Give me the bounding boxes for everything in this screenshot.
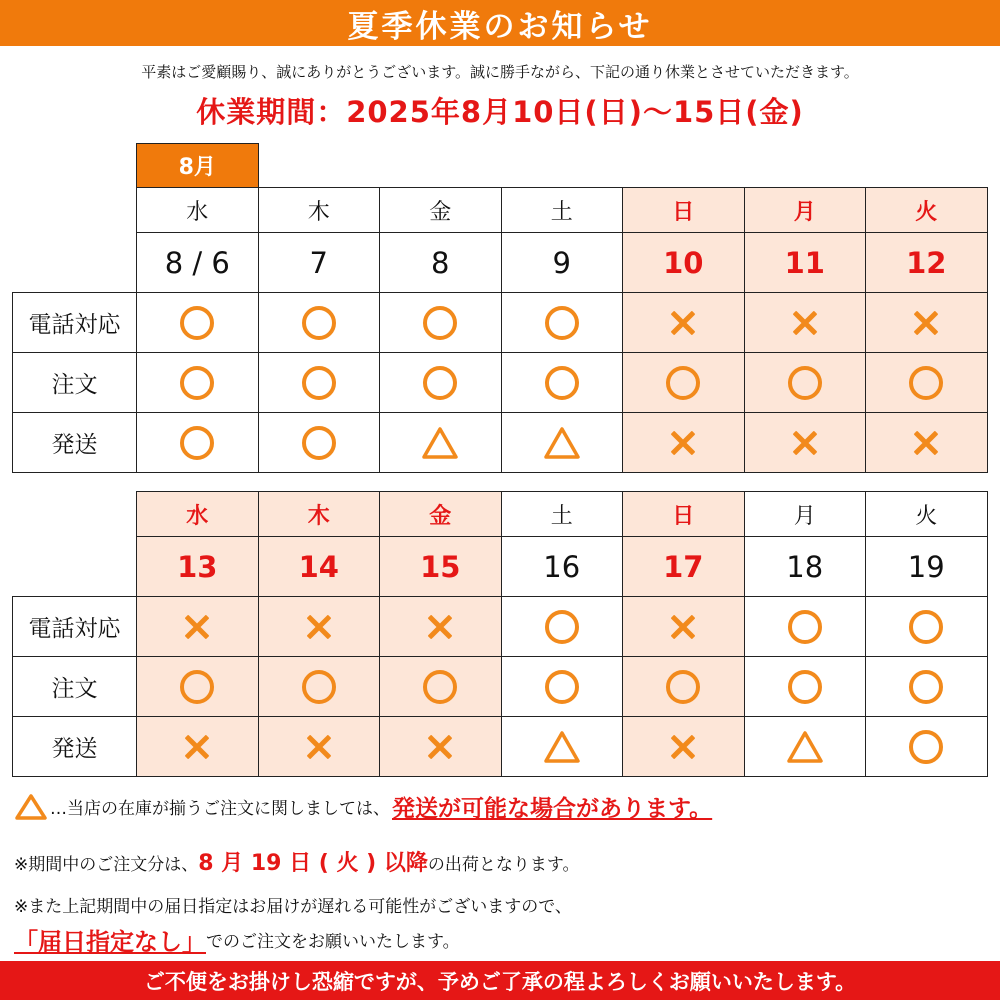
shipping-note xyxy=(14,846,580,877)
status-cell xyxy=(137,597,259,657)
date-cell: 12 xyxy=(866,233,988,293)
status-cell xyxy=(380,597,502,657)
greeting-text: 平素はご愛顧賜り、誠にありがとうございます。誠に勝手ながら、下記の通り休業とさせていただきます。 xyxy=(141,63,859,81)
schedule-table-week1 xyxy=(12,143,988,473)
triangle-mark-icon xyxy=(543,730,581,764)
no-date-emphasis: 「届日指定なし」 xyxy=(14,928,206,956)
date-cell: 11 xyxy=(744,233,866,293)
status-cell xyxy=(501,717,623,777)
status-cell xyxy=(623,413,745,473)
circle-mark-icon xyxy=(302,366,336,400)
footer-text: ご不便をお掛けし恐縮ですが、予めご了承の程よろしくお願いいたします。 xyxy=(143,969,857,994)
row-label: 注文 xyxy=(13,657,137,717)
weekday-cell: 月 xyxy=(744,492,866,537)
status-cell xyxy=(380,717,502,777)
circle-mark-icon xyxy=(666,366,700,400)
delivery-note: ※また上記期間中の届日指定はお届けが遅れる可能性がございますので、 xyxy=(14,897,572,917)
status-cell xyxy=(137,293,259,353)
cross-mark-icon xyxy=(909,306,943,340)
status-cell xyxy=(744,657,866,717)
status-cell xyxy=(623,717,745,777)
page-title: 夏季休業のお知らせ xyxy=(347,8,653,45)
triangle-mark-icon xyxy=(421,426,459,460)
order-row xyxy=(13,353,988,413)
triangle-icon xyxy=(14,793,48,821)
date-cell: 7 xyxy=(258,233,380,293)
triangle-note-text: …当店の在庫が揃うご注文に関しましては、 xyxy=(50,799,390,819)
circle-mark-icon xyxy=(302,306,336,340)
date-cell: 10 xyxy=(623,233,745,293)
row-label: 発送 xyxy=(13,717,137,777)
shipping-row xyxy=(13,717,988,777)
date-row xyxy=(13,233,988,293)
weekday-cell: 水 xyxy=(137,188,259,233)
status-cell xyxy=(137,413,259,473)
shipping-note-suffix: の出荷となります。 xyxy=(427,855,580,875)
circle-mark-icon xyxy=(788,670,822,704)
status-cell xyxy=(258,413,380,473)
date-cell: 9 xyxy=(501,233,623,293)
triangle-note-emphasis: 発送が可能な場合があります。 xyxy=(392,796,713,822)
date-cell: 8 xyxy=(380,233,502,293)
status-cell xyxy=(137,717,259,777)
phone-support-row xyxy=(13,293,988,353)
status-cell xyxy=(258,717,380,777)
status-cell xyxy=(501,413,623,473)
status-cell xyxy=(866,657,988,717)
status-cell xyxy=(744,353,866,413)
cross-mark-icon xyxy=(666,730,700,764)
status-cell xyxy=(501,657,623,717)
status-cell xyxy=(744,597,866,657)
weekday-cell: 土 xyxy=(501,188,623,233)
date-cell: 16 xyxy=(501,537,623,597)
weekday-cell: 水 xyxy=(137,492,259,537)
shipping-note-prefix: ※期間中のご注文分は、 xyxy=(14,855,199,875)
status-cell xyxy=(744,717,866,777)
date-cell: 14 xyxy=(258,537,380,597)
month-row xyxy=(13,144,988,188)
status-cell xyxy=(866,597,988,657)
status-cell xyxy=(258,597,380,657)
date-row xyxy=(13,537,988,597)
date-cell: 17 xyxy=(623,537,745,597)
status-cell xyxy=(258,353,380,413)
status-cell xyxy=(501,293,623,353)
weekday-row xyxy=(13,188,988,233)
weekday-cell: 日 xyxy=(623,188,745,233)
status-cell xyxy=(380,413,502,473)
status-cell xyxy=(258,293,380,353)
circle-mark-icon xyxy=(423,670,457,704)
status-cell xyxy=(137,353,259,413)
circle-mark-icon xyxy=(545,670,579,704)
circle-mark-icon xyxy=(909,366,943,400)
status-cell xyxy=(623,657,745,717)
status-cell xyxy=(623,597,745,657)
phone-support-row xyxy=(13,597,988,657)
cross-mark-icon xyxy=(788,306,822,340)
schedule-table-week2 xyxy=(12,491,988,777)
circle-mark-icon xyxy=(788,610,822,644)
status-cell xyxy=(380,353,502,413)
status-cell xyxy=(744,413,866,473)
circle-mark-icon xyxy=(788,366,822,400)
cross-mark-icon xyxy=(788,426,822,460)
no-date-suffix: でのご注文をお願いいたします。 xyxy=(206,932,460,952)
weekday-cell: 日 xyxy=(623,492,745,537)
circle-mark-icon xyxy=(302,426,336,460)
row-label: 電話対応 xyxy=(13,597,137,657)
status-cell xyxy=(258,657,380,717)
closure-period: 休業期間：2025年8月10日(日)〜15日(金) xyxy=(196,95,804,129)
weekday-cell: 火 xyxy=(866,492,988,537)
cross-mark-icon xyxy=(666,306,700,340)
footer-banner xyxy=(0,961,1000,1000)
status-cell xyxy=(380,293,502,353)
circle-mark-icon xyxy=(180,306,214,340)
shipping-note-date: 8 月 19 日 ( 火 ) 以降 xyxy=(198,851,428,876)
triangle-mark-icon xyxy=(786,730,824,764)
circle-mark-icon xyxy=(545,366,579,400)
cross-mark-icon xyxy=(180,730,214,764)
circle-mark-icon xyxy=(180,366,214,400)
row-label: 電話対応 xyxy=(13,293,137,353)
cross-mark-icon xyxy=(666,426,700,460)
circle-mark-icon xyxy=(423,306,457,340)
date-cell: 19 xyxy=(866,537,988,597)
status-cell xyxy=(137,657,259,717)
date-cell: 18 xyxy=(744,537,866,597)
weekday-cell: 月 xyxy=(744,188,866,233)
date-cell: 15 xyxy=(380,537,502,597)
status-cell xyxy=(866,717,988,777)
status-cell xyxy=(866,293,988,353)
weekday-cell: 金 xyxy=(380,188,502,233)
weekday-cell: 金 xyxy=(380,492,502,537)
triangle-note xyxy=(14,790,712,823)
circle-mark-icon xyxy=(909,610,943,644)
cross-mark-icon xyxy=(423,610,457,644)
triangle-mark-icon xyxy=(543,426,581,460)
status-cell xyxy=(623,353,745,413)
circle-mark-icon xyxy=(909,730,943,764)
status-cell xyxy=(744,293,866,353)
cross-mark-icon xyxy=(666,610,700,644)
circle-mark-icon xyxy=(423,366,457,400)
status-cell xyxy=(501,597,623,657)
cross-mark-icon xyxy=(423,730,457,764)
row-label: 注文 xyxy=(13,353,137,413)
circle-mark-icon xyxy=(909,670,943,704)
weekday-cell: 木 xyxy=(258,492,380,537)
circle-mark-icon xyxy=(545,610,579,644)
no-date-note xyxy=(14,922,460,957)
weekday-cell: 木 xyxy=(258,188,380,233)
status-cell xyxy=(623,293,745,353)
weekday-row xyxy=(13,492,988,537)
weekday-cell: 土 xyxy=(501,492,623,537)
weekday-cell: 火 xyxy=(866,188,988,233)
circle-mark-icon xyxy=(302,670,336,704)
month-label: 8月 xyxy=(137,144,259,188)
status-cell xyxy=(866,353,988,413)
circle-mark-icon xyxy=(666,670,700,704)
status-cell xyxy=(501,353,623,413)
cross-mark-icon xyxy=(180,610,214,644)
circle-mark-icon xyxy=(180,426,214,460)
circle-mark-icon xyxy=(180,670,214,704)
date-cell: 8 / 6 xyxy=(137,233,259,293)
shipping-row xyxy=(13,413,988,473)
cross-mark-icon xyxy=(909,426,943,460)
circle-mark-icon xyxy=(545,306,579,340)
status-cell xyxy=(866,413,988,473)
row-label: 発送 xyxy=(13,413,137,473)
cross-mark-icon xyxy=(302,610,336,644)
order-row xyxy=(13,657,988,717)
date-cell: 13 xyxy=(137,537,259,597)
cross-mark-icon xyxy=(302,730,336,764)
title-banner xyxy=(0,0,1000,46)
status-cell xyxy=(380,657,502,717)
